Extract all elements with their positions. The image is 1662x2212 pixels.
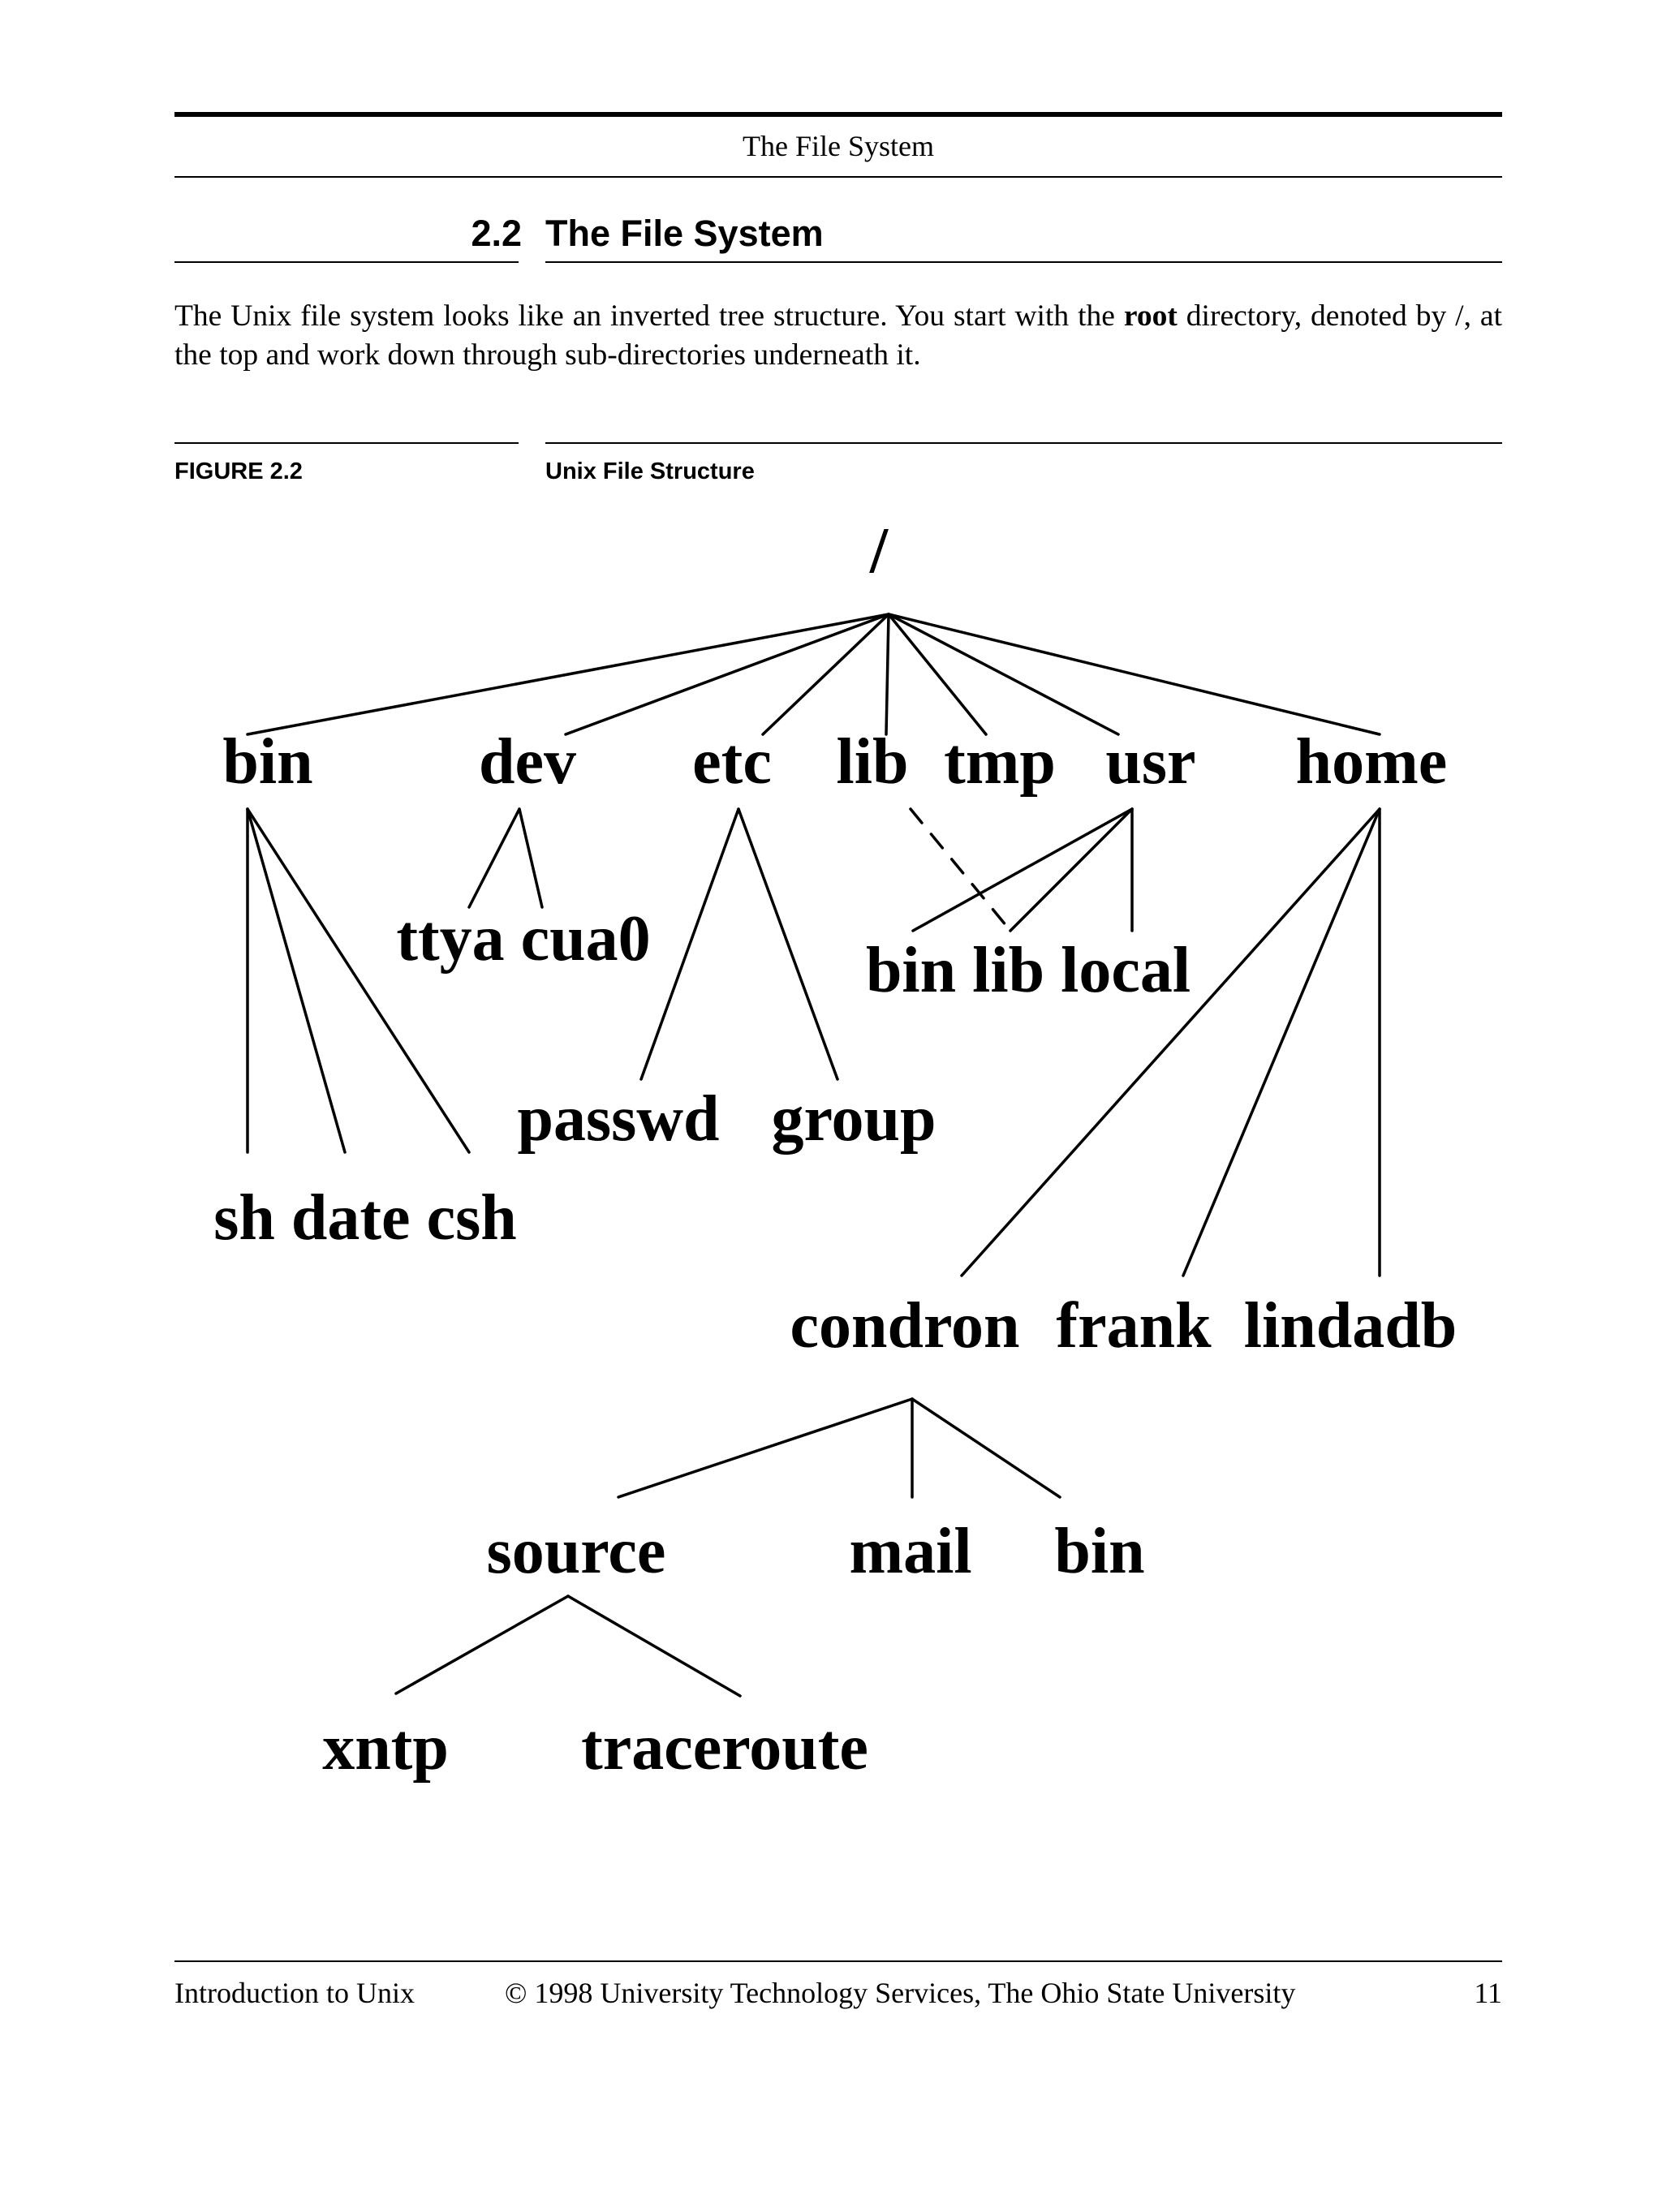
node-lindadb: lindadb xyxy=(1243,1290,1457,1362)
node-tmp: tmp xyxy=(944,726,1056,798)
edge-root-home xyxy=(889,614,1380,734)
edge-home-condron xyxy=(962,809,1380,1276)
node-lib: lib xyxy=(836,726,909,798)
edge-source-xntp xyxy=(396,1596,568,1693)
node-root: / xyxy=(869,515,889,587)
node-mail: mail xyxy=(849,1516,972,1587)
edge-condron-source xyxy=(618,1399,912,1497)
edge-bin-date xyxy=(248,809,345,1152)
edge-usr-lib xyxy=(1010,809,1132,931)
section-title: The File System xyxy=(545,213,824,254)
node-bin-children: sh date csh xyxy=(213,1182,517,1254)
node-source: source xyxy=(486,1516,666,1587)
edge-condron-bin xyxy=(912,1399,1060,1497)
edge-root-tmp xyxy=(889,614,986,734)
edge-home-frank xyxy=(1183,809,1380,1276)
section-number: 2.2 xyxy=(471,213,522,254)
edge-etc-group xyxy=(738,809,837,1079)
edge-dev-ttya xyxy=(469,809,519,907)
edge-bin-csh xyxy=(248,809,469,1152)
body-bold-root: root xyxy=(1123,299,1178,333)
figure-number: FIGURE 2.2 xyxy=(174,458,303,484)
node-group: group xyxy=(771,1083,936,1155)
footer-rule xyxy=(174,1960,1502,1962)
footer-copyright: © 1998 University Technology Services, The Ohio State University xyxy=(505,1977,1296,2009)
edge-usr-bin xyxy=(913,809,1132,931)
node-usr: usr xyxy=(1105,726,1196,798)
node-frank: frank xyxy=(1056,1290,1212,1362)
edge-root-bin xyxy=(248,614,889,734)
edge-dev-cua0 xyxy=(519,809,542,907)
edge-root-dev xyxy=(566,614,889,734)
page-number: 11 xyxy=(1474,1977,1502,2009)
body-text-part1: The Unix file system looks like an inverted tree structure. You start with the xyxy=(174,299,1124,333)
running-header: The File System xyxy=(743,130,934,162)
footer-title: Introduction to Unix xyxy=(174,1977,415,2009)
edge-root-lib xyxy=(886,614,889,734)
node-dev: dev xyxy=(479,726,576,798)
node-xntp: xntp xyxy=(322,1712,449,1784)
node-condron: condron xyxy=(790,1290,1020,1362)
node-bin: bin xyxy=(222,726,313,798)
node-etc: etc xyxy=(692,726,772,798)
edge-etc-passwd xyxy=(641,809,738,1079)
edge-source-traceroute xyxy=(568,1596,740,1696)
edge-root-etc xyxy=(763,614,889,734)
edge-lib-link-dashed xyxy=(911,809,1010,931)
body-text-part2: directory, denoted by /, at the top and work down through sub-directories underneath it. xyxy=(174,299,1502,372)
node-usr-children: bin lib local xyxy=(865,935,1191,1006)
figure-caption: Unix File Structure xyxy=(545,458,755,484)
node-dev-children: ttya cua0 xyxy=(396,903,651,975)
edge-root-usr xyxy=(889,614,1118,734)
node-passwd: passwd xyxy=(517,1083,720,1155)
node-condron-bin: bin xyxy=(1054,1516,1145,1587)
tree-edges xyxy=(248,614,1380,1696)
node-home: home xyxy=(1295,726,1448,798)
node-traceroute: traceroute xyxy=(581,1712,868,1784)
